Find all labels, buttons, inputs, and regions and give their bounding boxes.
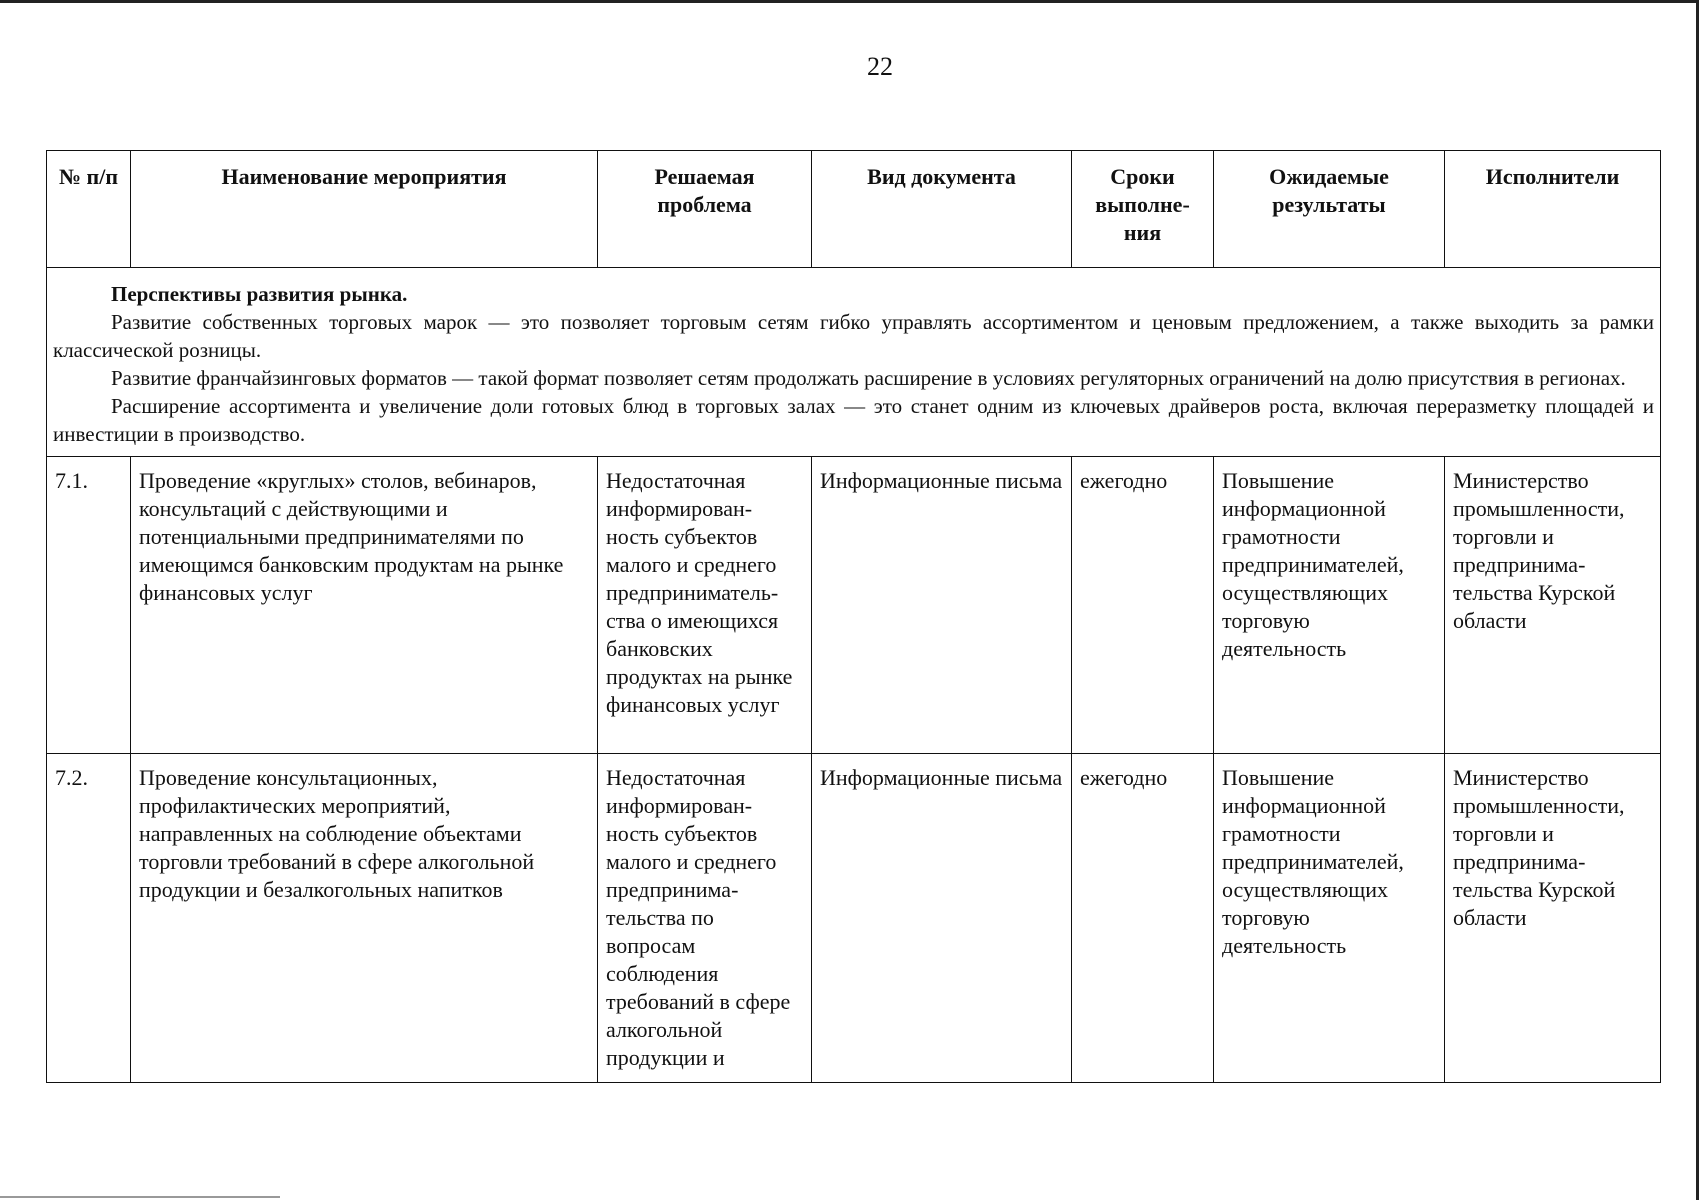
header-number: № п/п (47, 151, 131, 268)
row-document-type: Информационные письма (812, 754, 1072, 1083)
row-executors: Министерство промышленности, торговли и предпринима-тельства Курской области (1445, 754, 1661, 1083)
header-measure-name: Наименование мероприятия (131, 151, 598, 268)
header-problem: Решаемая проблема (598, 151, 812, 268)
row-measure-name: Проведение «круглых» столов, вебинаров, консультаций с действующими и потенциальными предпринимателями по имеющимся банковским продуктам на рынке финансовых услуг (131, 457, 598, 754)
table-row (47, 754, 1661, 1083)
scan-edge-top (0, 0, 1699, 3)
page-number: 22 (867, 52, 893, 81)
scan-edge-bottom (0, 1196, 280, 1198)
row-problem: Недостаточная информирован-ность субъектов малого и среднего предприниматель-ства о имеющихся банковских продуктах на рынке финансовых услуг (598, 457, 812, 754)
header-expected-results: Ожидаемые результаты (1214, 151, 1445, 268)
row-expected-results: Повышение информационной грамотности предпринимателей, осуществляющих торговую деятельность (1214, 457, 1445, 754)
row-number: 7.1. (47, 457, 131, 754)
row-problem: Недостаточная информирован-ность субъектов малого и среднего предпринима-тельства по вопросам соблюдения требований в сфере алкогольной продукции и (598, 754, 812, 1083)
row-measure-name: Проведение консультационных, профилактических мероприятий, направленных на соблюдение объектами торговли требований в сфере алкогольной продукции и безалкогольных напитков (131, 754, 598, 1083)
row-number: 7.2. (47, 754, 131, 1083)
intro-heading: Перспективы развития рынка. (111, 282, 408, 306)
intro-paragraph: Расширение ассортимента и увеличение доли готовых блюд в торговых залах — это станет одним из ключевых драйверов роста, включая переразметку площадей и инвестиции в производство. (53, 394, 1654, 446)
intro-paragraph: Развитие франчайзинговых форматов — такой формат позволяет сетям продолжать расширение в условиях регуляторных ограничений на долю присутствия в регионах. (111, 366, 1626, 390)
row-deadline: ежегодно (1072, 457, 1214, 754)
measures-table (46, 150, 1661, 1083)
header-executors: Исполнители (1445, 151, 1661, 268)
row-document-type: Информационные письма (812, 457, 1072, 754)
intro-paragraph: Развитие собственных торговых марок — это позволяет торговым сетям гибко управлять ассортиментом и ценовым предложением, а также выходить за рамки классической розницы. (53, 310, 1654, 362)
intro-cell (47, 268, 1661, 457)
header-document-type: Вид документа (812, 151, 1072, 268)
header-deadline: Сроки выполне-ния (1072, 151, 1214, 268)
row-executors: Министерство промышленности, торговли и предпринима-тельства Курской области (1445, 457, 1661, 754)
table-row (47, 457, 1661, 754)
table-header-row (47, 151, 1661, 268)
row-deadline: ежегодно (1072, 754, 1214, 1083)
intro-row (47, 268, 1661, 457)
row-expected-results: Повышение информационной грамотности предпринимателей, осуществляющих торговую деятельность (1214, 754, 1445, 1083)
